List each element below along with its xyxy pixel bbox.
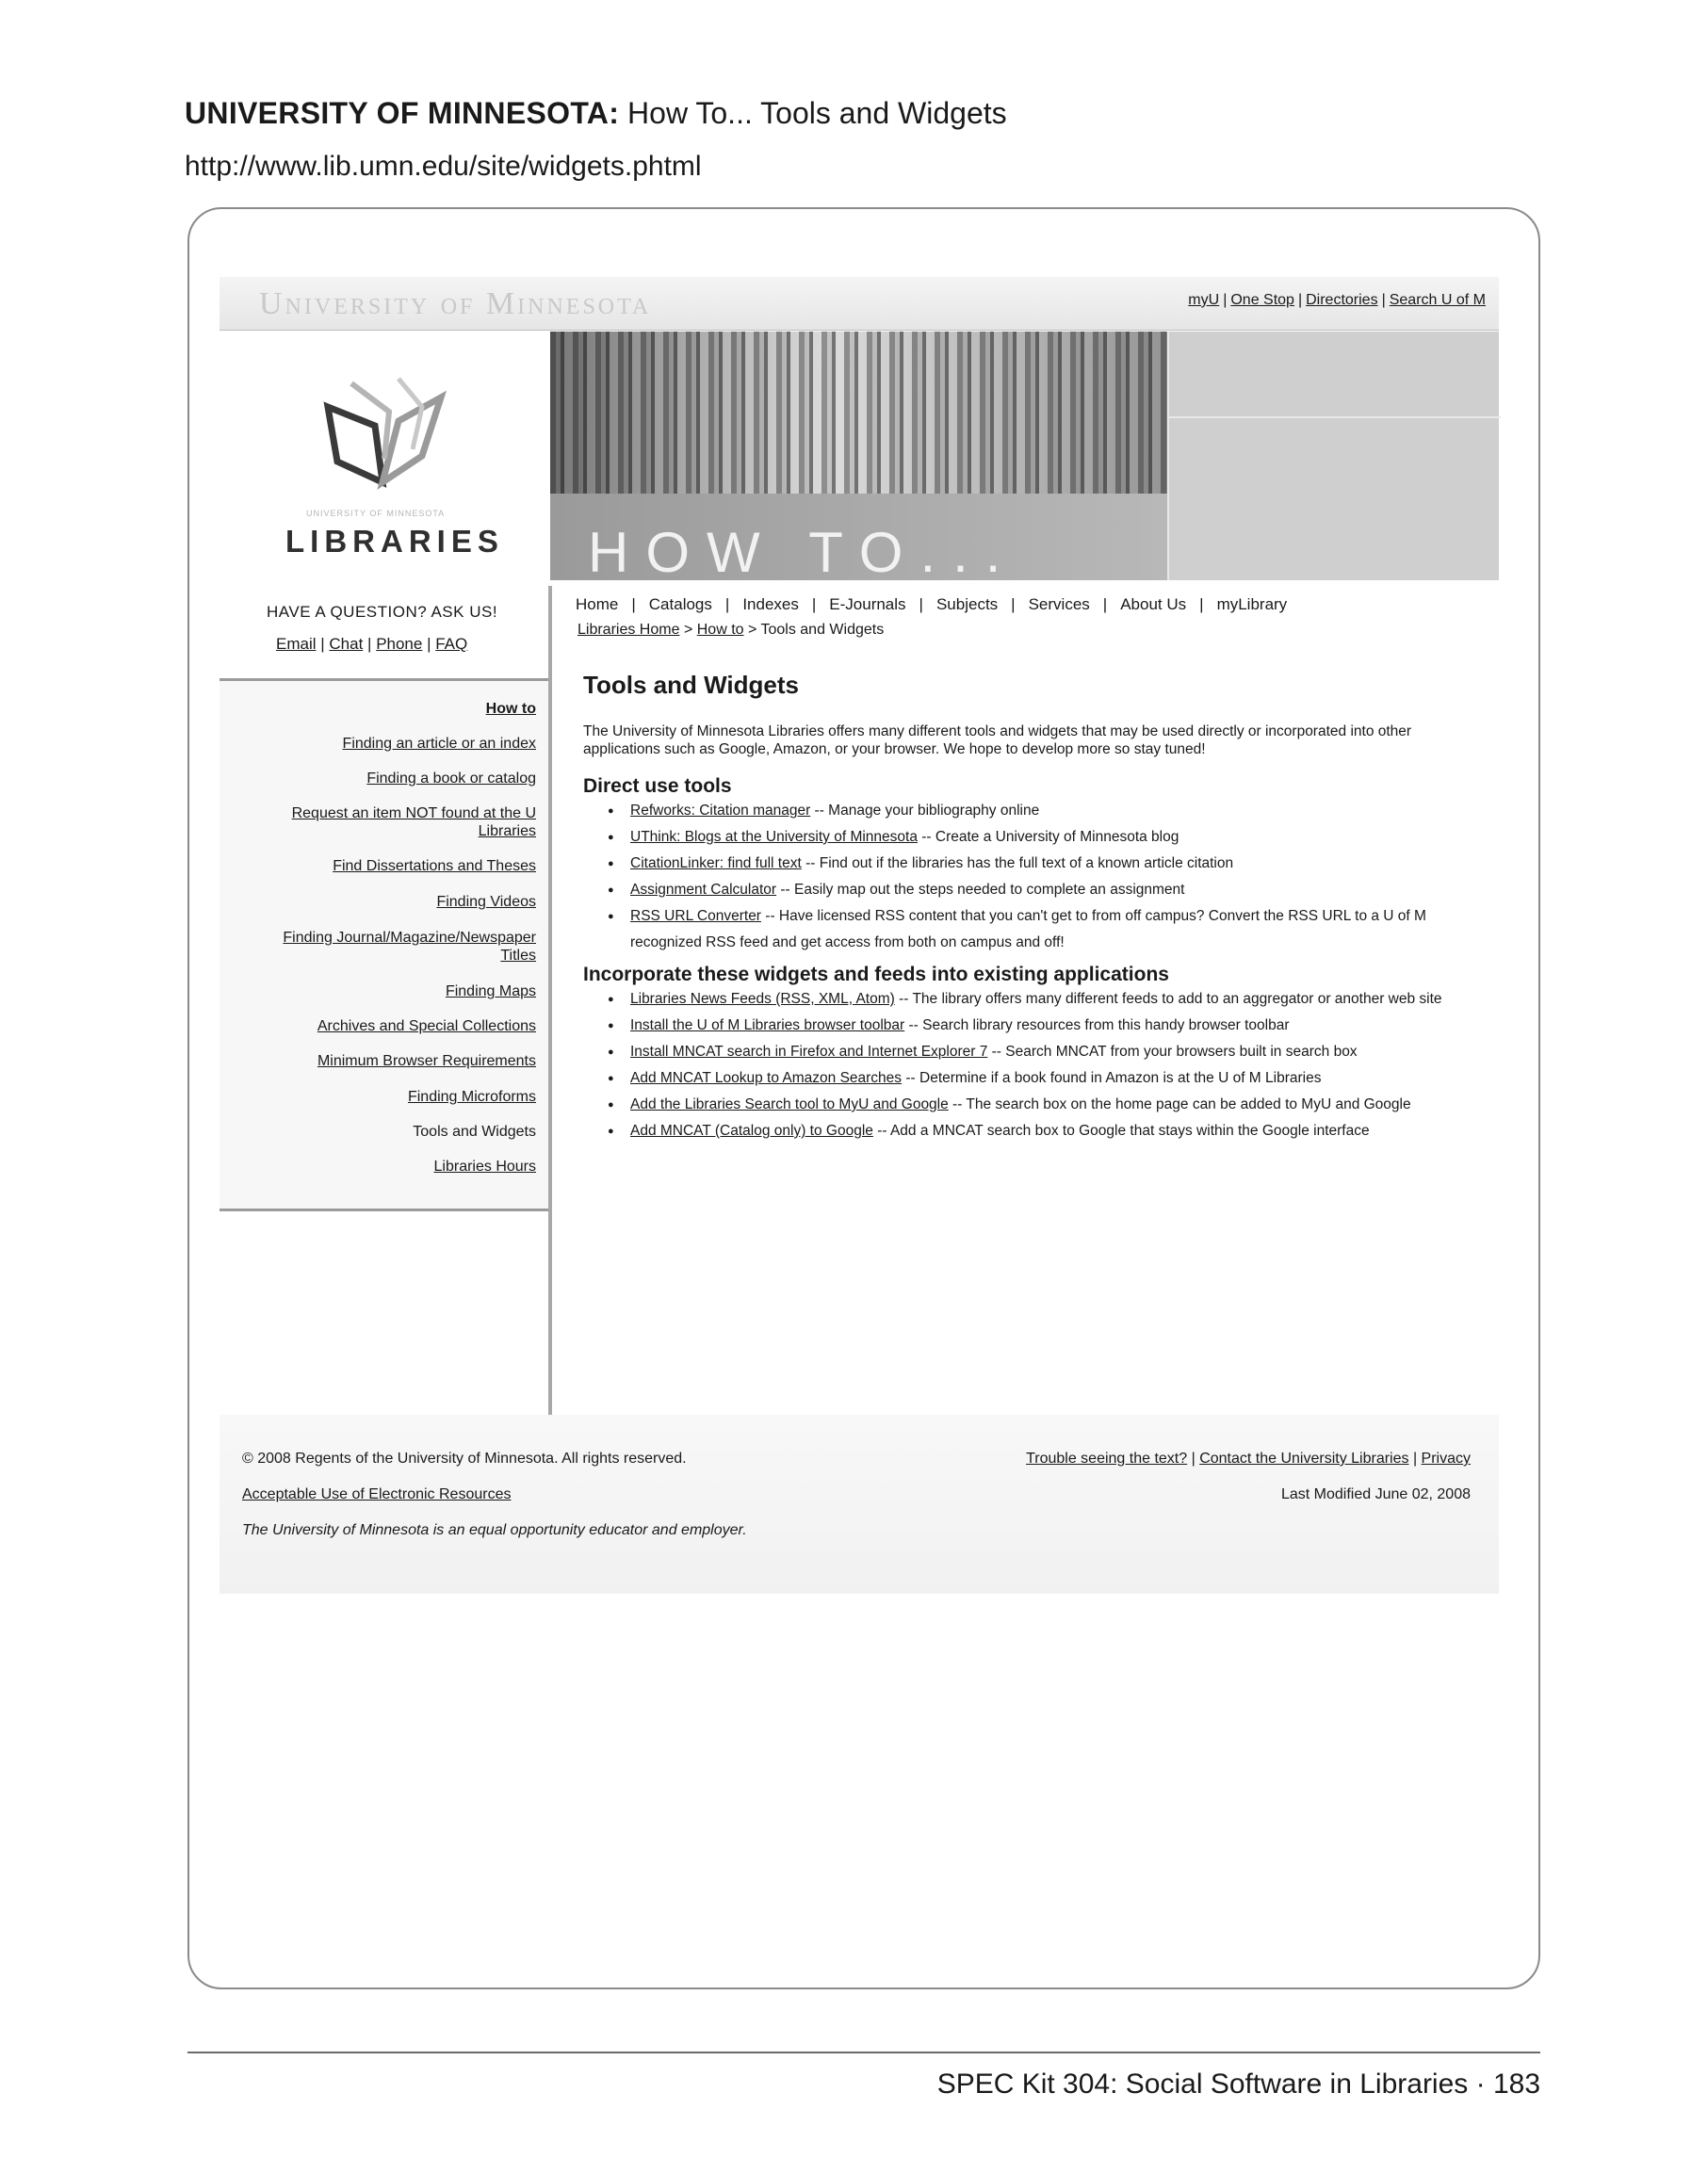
sidebar-item-browser-requirements[interactable]: Minimum Browser Requirements — [317, 1053, 536, 1069]
top-link-directories[interactable]: Directories — [1306, 292, 1378, 308]
footer-link-trouble[interactable]: Trouble seeing the text? — [1026, 1451, 1188, 1467]
intro-text: The University of Minnesota Libraries offers many different tools and widgets that may be used directly or incorporated into other applications such as Google, Amazon, or your browser. We hope to develop more so stay tuned! — [583, 723, 1412, 757]
sidebar-item-archives[interactable]: Archives and Special Collections — [317, 1018, 536, 1034]
tool-link[interactable]: Install the U of M Libraries browser toolbar — [630, 1017, 905, 1033]
tool-description: -- The search box on the home page can be added to MyU and Google — [948, 1096, 1411, 1112]
copyright-text: © 2008 Regents of the University of Minnesota. All rights reserved. — [242, 1451, 687, 1467]
ask-faq-link[interactable]: FAQ — [435, 635, 468, 653]
document-url: http://www.lib.umn.edu/site/widgets.phtml — [185, 151, 702, 182]
tool-description: -- Search MNCAT from your browsers built in search box — [987, 1044, 1358, 1060]
direct-use-list — [630, 798, 1459, 956]
nav-indexes[interactable]: Indexes — [742, 595, 799, 613]
sidebar-item-journal-titles[interactable]: Finding Journal/Magazine/Newspaper Titles — [283, 930, 536, 964]
document-title-rest: How To... Tools and Widgets — [627, 96, 1007, 130]
page-footer: SPEC Kit 304: Social Software in Libraries · 183 — [936, 2069, 1540, 2100]
libraries-logo[interactable] — [220, 332, 549, 586]
tool-link[interactable]: Assignment Calculator — [630, 882, 777, 898]
tool-list-item — [630, 851, 1459, 877]
sidebar-item-dissertations[interactable]: Find Dissertations and Theses — [333, 858, 536, 874]
tool-list-item — [630, 1039, 1459, 1065]
tool-description: -- Have licensed RSS content that you can't get to from off campus? Convert the RSS URL to a U of M recognized RSS feed and get access from both on campus and off! — [630, 908, 1426, 950]
tool-description: -- Find out if the libraries has the full text of a known article citation — [801, 855, 1234, 871]
nav-services[interactable]: Services — [1028, 595, 1090, 613]
nav-home[interactable]: Home — [576, 595, 619, 613]
nav-about-us[interactable]: About Us — [1120, 595, 1187, 613]
tool-list-item — [630, 798, 1459, 824]
tool-link[interactable]: Add MNCAT Lookup to Amazon Searches — [630, 1070, 903, 1086]
tool-link[interactable]: Install MNCAT search in Firefox and Internet Explorer 7 — [630, 1044, 988, 1060]
tool-description: -- Manage your bibliography online — [810, 803, 1040, 819]
tool-link[interactable]: Add the Libraries Search tool to MyU and Google — [630, 1096, 949, 1112]
main-content — [583, 671, 1459, 1144]
open-book-logo-icon — [309, 369, 460, 492]
sidebar-item-maps[interactable]: Finding Maps — [445, 983, 536, 999]
acceptable-use-link[interactable]: Acceptable Use of Electronic Resources — [242, 1486, 512, 1502]
sidebar-item-hours[interactable]: Libraries Hours — [433, 1159, 536, 1175]
widgets-list — [630, 986, 1459, 1144]
footer-link-contact[interactable]: Contact the University Libraries — [1199, 1451, 1409, 1467]
top-link-search[interactable]: Search U of M — [1389, 292, 1486, 308]
tool-link[interactable]: RSS URL Converter — [630, 908, 761, 924]
tool-list-item — [630, 903, 1459, 956]
tool-list-item — [630, 1092, 1459, 1118]
sidebar-item-request-item[interactable]: Request an item NOT found at the U Libraries — [291, 805, 536, 839]
footer-link-privacy[interactable]: Privacy — [1421, 1451, 1471, 1467]
equal-opportunity-text: The University of Minnesota is an equal opportunity educator and employer. — [242, 1522, 747, 1538]
breadcrumb — [577, 622, 884, 639]
tool-list-item — [630, 1013, 1459, 1039]
site-top-bar — [220, 277, 1499, 331]
nav-catalogs[interactable]: Catalogs — [648, 595, 712, 613]
libraries-sub-label: UNIVERSITY OF MINNESOTA — [306, 509, 446, 518]
tool-list-item — [630, 986, 1459, 1013]
document-title-bold: UNIVERSITY OF MINNESOTA: — [185, 96, 620, 130]
top-link-one-stop[interactable]: One Stop — [1230, 292, 1294, 308]
sidebar-item-videos[interactable]: Finding Videos — [436, 894, 536, 910]
nav-subjects[interactable]: Subjects — [935, 595, 999, 613]
content-divider — [548, 586, 552, 1434]
main-nav: Home | Catalogs | Indexes | E-Journals | Subjects | Services | About Us | myLibrary — [576, 595, 1288, 613]
tool-list-item — [630, 824, 1459, 851]
tool-link[interactable]: CitationLinker: find full text — [630, 855, 802, 871]
breadcrumb-how-to[interactable]: How to — [696, 622, 744, 638]
screenshot-frame — [187, 207, 1540, 1989]
site-footer — [220, 1415, 1499, 1594]
ask-chat-link[interactable]: Chat — [329, 635, 364, 653]
ask-us-links: Email | Chat | Phone | FAQ — [276, 635, 468, 653]
breadcrumb-current: Tools and Widgets — [760, 622, 885, 638]
banner-right-panels — [1167, 332, 1499, 580]
tool-list-item — [630, 1065, 1459, 1092]
sidebar-item-finding-article[interactable]: Finding an article or an index — [342, 736, 536, 752]
tool-description: -- Create a University of Minnesota blog — [917, 829, 1179, 845]
tool-description: -- Determine if a book found in Amazon is at the U of M Libraries — [902, 1070, 1322, 1086]
tool-list-item — [630, 1118, 1459, 1144]
top-links: myU | One Stop | Directories | Search U of M — [1188, 292, 1486, 308]
tool-description: -- Add a MNCAT search box to Google that stays within the Google interface — [872, 1123, 1370, 1139]
breadcrumb-sep: > — [747, 622, 757, 638]
tool-link[interactable]: UThink: Blogs at the University of Minnesota — [630, 829, 918, 845]
breadcrumb-home[interactable]: Libraries Home — [577, 622, 680, 638]
sidebar-nav — [220, 678, 549, 1211]
footer-links: Trouble seeing the text? | Contact the University Libraries | Privacy — [1026, 1451, 1471, 1467]
nav-e-journals[interactable]: E-Journals — [829, 595, 906, 613]
tool-link[interactable]: Add MNCAT (Catalog only) to Google — [630, 1123, 873, 1139]
breadcrumb-sep: > — [683, 622, 693, 638]
sidebar-item-tools-widgets-current: Tools and Widgets — [413, 1124, 536, 1140]
umn-wordmark: University of Minnesota — [259, 286, 652, 321]
tool-description: -- Easily map out the steps needed to complete an assignment — [776, 882, 1185, 898]
tool-list-item — [630, 877, 1459, 903]
tool-link[interactable]: Libraries News Feeds (RSS, XML, Atom) — [630, 991, 895, 1007]
tool-link[interactable]: Refworks: Citation manager — [630, 803, 811, 819]
ask-email-link[interactable]: Email — [276, 635, 317, 653]
direct-use-heading: Direct use tools — [583, 775, 732, 797]
nav-mylibrary[interactable]: myLibrary — [1216, 595, 1288, 613]
sidebar-item-how-to[interactable]: How to — [485, 701, 536, 717]
ask-us-title: HAVE A QUESTION? ASK US! — [267, 603, 498, 621]
tool-description: -- The library offers many different feeds to add to an aggregator or another web site — [894, 991, 1442, 1007]
page-bottom-rule — [187, 2052, 1540, 2053]
libraries-label: LIBRARIES — [285, 524, 504, 559]
top-link-myu[interactable]: myU — [1188, 292, 1220, 308]
acceptable-use-link-wrap — [242, 1486, 511, 1503]
ask-phone-link[interactable]: Phone — [376, 635, 423, 653]
sidebar-item-microforms[interactable]: Finding Microforms — [407, 1089, 536, 1105]
page-title: Tools and Widgets — [583, 671, 799, 699]
tool-description: -- Search library resources from this handy browser toolbar — [904, 1017, 1290, 1033]
last-modified: Last Modified June 02, 2008 — [1280, 1486, 1471, 1502]
ask-us-box — [220, 586, 549, 680]
library-stacks-photo — [550, 332, 1167, 494]
document-title — [185, 96, 1007, 131]
sidebar-item-finding-book[interactable]: Finding a book or catalog — [366, 771, 536, 787]
how-to-banner — [550, 332, 1499, 584]
widgets-heading: Incorporate these widgets and feeds into existing applications — [583, 964, 1169, 985]
banner-how-to-text: HOW TO... — [588, 521, 1018, 584]
